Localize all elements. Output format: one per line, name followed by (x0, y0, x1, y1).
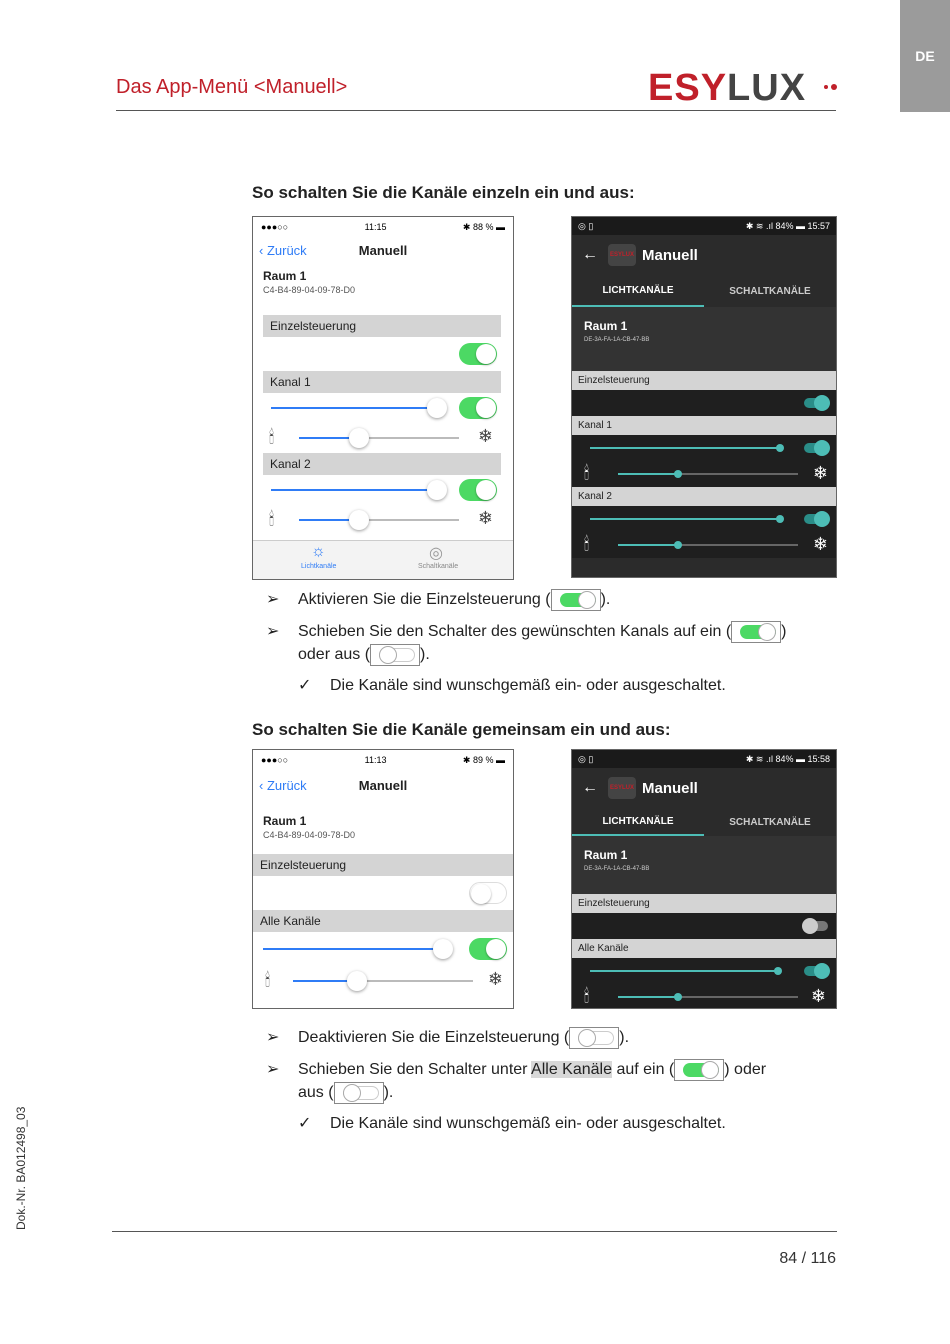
toggle-knob (476, 480, 496, 500)
step-activate (266, 589, 610, 611)
alle-kanaele-toggle[interactable] (469, 938, 507, 960)
tab-lichtkanaele[interactable]: Lichtkanäle (301, 563, 337, 570)
band-alle-kanaele: Alle Kanäle (572, 939, 836, 958)
step-deactivate (266, 1027, 629, 1049)
step-slide-all (266, 1059, 836, 1081)
notification-icons: ◎ ▯ (578, 220, 594, 231)
ios-tab-bar (253, 540, 513, 579)
header-rule (116, 110, 836, 111)
step-text: Schieben Sie den Schalter unter (298, 1061, 532, 1079)
step-text: Deaktivieren Sie die Einzelsteuerung ( (298, 1029, 570, 1047)
kanal2-toggle[interactable] (804, 514, 828, 524)
signal-indicator: ●●●○○ (261, 755, 289, 765)
kanal1-ct-fill (618, 473, 678, 475)
row-kanal2-colortemp (572, 532, 836, 558)
back-label: Zurück (266, 777, 307, 793)
switch-off-illustration (370, 644, 420, 666)
section1-heading: So schalten Sie die Kanäle einzeln ein und aus: (252, 183, 635, 202)
kanal2-dim-slider[interactable] (590, 518, 780, 520)
row-alle-colortemp (572, 984, 836, 1009)
android-screenshot-all (571, 749, 837, 1009)
back-button[interactable]: ‹ Zurück (259, 777, 307, 793)
tab-schaltkanaele[interactable]: Schaltkanäle (418, 563, 459, 570)
arrow-bullet-icon: ➢ (266, 623, 280, 641)
tab-schaltkanaele[interactable]: SCHALTKANÄLE (729, 816, 811, 828)
kanal1-dim-slider[interactable] (590, 447, 780, 449)
check-bullet-icon: ✓ (298, 1115, 312, 1132)
step-slide (266, 621, 836, 643)
kanal1-toggle[interactable] (804, 443, 828, 453)
ios-screenshot-individual (252, 216, 514, 580)
back-label: Zurück (266, 242, 307, 258)
toggle-knob (476, 344, 496, 364)
kanal1-dim-thumb[interactable] (427, 398, 447, 418)
back-arrow-icon[interactable]: ← (582, 779, 598, 796)
row-einzelsteuerung (263, 337, 501, 371)
screen-title: Manuell (358, 777, 408, 793)
band-einzelsteuerung: Einzelsteuerung (253, 854, 513, 876)
step-text: ) oder (724, 1061, 767, 1079)
ios-nav-bar (253, 237, 513, 263)
row-einzelsteuerung (572, 913, 836, 939)
section2-heading: So schalten Sie die Kanäle gemeinsam ein und aus: (252, 720, 671, 739)
row-kanal2-dimmer (572, 506, 836, 532)
candle-icon: 🕯 (584, 463, 590, 483)
candle-icon: 🕯 (269, 509, 275, 529)
alle-dim-thumb[interactable] (433, 939, 453, 959)
kanal2-dim-slider[interactable] (271, 489, 431, 491)
room-name: Raum 1 (584, 848, 628, 862)
band-einzelsteuerung: Einzelsteuerung (572, 371, 836, 390)
screen-title: Manuell (642, 246, 698, 264)
check-bullet-icon: ✓ (298, 677, 312, 694)
tab-lichtkanaele[interactable]: LICHTKANÄLE (572, 275, 704, 307)
arrow-bullet-icon: ➢ (266, 591, 280, 609)
logo-part-esy: ESY (648, 67, 728, 109)
row-alle-colortemp (253, 966, 513, 996)
kanal1-dim-thumb[interactable] (776, 444, 784, 452)
row-alle-dimmer (572, 958, 836, 984)
kanal1-ct-thumb[interactable] (349, 428, 369, 448)
kanal2-ct-track (678, 544, 798, 546)
toggle-knob (814, 395, 830, 411)
toggle-knob (814, 440, 830, 456)
status-right: ✱ ≋ .ıl 84% ▬ 15:58 (745, 753, 830, 764)
notification-icons: ◎ ▯ (578, 753, 594, 764)
alle-ct-track (678, 996, 798, 998)
status-right: ✱ ≋ .ıl 84% ▬ 15:57 (745, 220, 830, 231)
step-text: oder aus ( (298, 646, 371, 664)
band-kanal1: Kanal 1 (572, 416, 836, 435)
logo-part-lux: LUX (727, 67, 807, 109)
battery-indicator: ✱ 88 % ▬ (462, 221, 505, 232)
toggle-knob (814, 511, 830, 527)
alle-ct-fill (618, 996, 678, 998)
ios-nav-bar (253, 770, 513, 800)
switch-channel-icon: ◎ (429, 545, 443, 562)
einzelsteuerung-toggle[interactable] (469, 882, 507, 904)
snowflake-icon: ❄ (812, 463, 828, 483)
room-name: Raum 1 (584, 319, 628, 333)
einzelsteuerung-toggle[interactable] (804, 398, 828, 408)
candle-icon: 🕯 (584, 986, 590, 1006)
step-result (298, 1113, 726, 1135)
band-alle-kanaele: Alle Kanäle (253, 910, 513, 932)
alle-dim-slider[interactable] (263, 948, 443, 950)
kanal1-dim-slider[interactable] (271, 407, 431, 409)
android-app-bar (572, 235, 836, 275)
page-number: 84 / 116 (779, 1250, 836, 1267)
document-number: Dok.-Nr. BA012498_03 (14, 1106, 28, 1230)
room-block (572, 836, 836, 894)
room-mac: DE-3A-FA-1A-CB-47-BB (584, 337, 650, 343)
kanal1-ct-thumb[interactable] (674, 470, 682, 478)
step-text: ). (383, 1084, 394, 1102)
room-mac: C4-B4-89-04-09-78-D0 (263, 830, 356, 840)
alle-ct-thumb[interactable] (674, 993, 682, 1001)
room-name: Raum 1 (263, 814, 307, 828)
kanal2-ct-thumb[interactable] (349, 510, 369, 530)
screen-title: Manuell (358, 242, 408, 258)
tab-schaltkanaele[interactable]: SCHALTKANÄLE (729, 285, 811, 297)
kanal1-ct-track (359, 437, 459, 439)
esylux-logo (648, 66, 806, 110)
row-kanal1-dimmer (572, 435, 836, 461)
row-kanal1-colortemp (263, 423, 501, 453)
row-kanal2-colortemp (263, 505, 501, 535)
signal-indicator: ●●●○○ (261, 222, 289, 232)
screen-title: Manuell (642, 779, 698, 797)
snowflake-icon: ❄ (812, 534, 828, 554)
alle-ct-track (357, 980, 473, 982)
language-label: DE (915, 48, 935, 64)
result-text: Die Kanäle sind wunschgemäß ein- oder ausgeschaltet. (330, 1115, 726, 1132)
kanal2-toggle[interactable] (459, 479, 497, 501)
step-text: ). (619, 1029, 630, 1047)
highlight-alle-kanaele: Alle Kanäle (531, 1061, 612, 1079)
language-tab (900, 0, 950, 112)
tab-lichtkanaele[interactable]: LICHTKANÄLE (572, 808, 704, 836)
arrow-bullet-icon: ➢ (266, 1029, 280, 1047)
alle-ct-thumb[interactable] (347, 971, 367, 991)
step-text: ). (600, 591, 611, 609)
logo-dots-icon (822, 80, 840, 94)
status-time: 11:13 (364, 755, 387, 765)
step-text: auf ein ( (612, 1061, 675, 1079)
app-logo: ESYLUX (608, 244, 636, 266)
toggle-knob (802, 918, 818, 934)
row-alle-dimmer (253, 932, 513, 966)
step-text: aus ( (298, 1084, 334, 1102)
alle-dim-slider[interactable] (590, 970, 778, 972)
kanal2-ct-thumb[interactable] (674, 541, 682, 549)
room-mac: C4-B4-89-04-09-78-D0 (263, 285, 356, 295)
candle-icon: 🕯 (265, 970, 271, 990)
ios-status-bar (253, 217, 513, 237)
row-einzelsteuerung (572, 390, 836, 416)
back-button[interactable]: ‹ Zurück (259, 242, 307, 258)
room-name: Raum 1 (263, 269, 307, 283)
switch-off-illustration (334, 1082, 384, 1104)
kanal2-ct-track (359, 519, 459, 521)
band-einzelsteuerung: Einzelsteuerung (572, 894, 836, 913)
room-mac: DE-3A-FA-1A-CB-47-BB (584, 866, 650, 872)
lightbulb-icon: ☼ (311, 543, 326, 560)
snowflake-icon: ❄ (477, 426, 493, 446)
step-result (298, 675, 726, 697)
row-kanal1-dimmer (263, 393, 501, 423)
candle-icon: 🕯 (584, 534, 590, 554)
switch-on-illustration (551, 589, 601, 611)
band-einzelsteuerung: Einzelsteuerung (263, 315, 501, 337)
android-screenshot-individual (571, 216, 837, 578)
toggle-knob (471, 884, 491, 904)
kanal2-dim-thumb[interactable] (776, 515, 784, 523)
band-kanal2: Kanal 2 (572, 487, 836, 506)
step-text: Schieben Sie den Schalter des gewünschten Kanals auf ein ( (298, 623, 732, 641)
android-status-bar (572, 750, 836, 768)
battery-indicator: ✱ 89 % ▬ (462, 754, 505, 765)
row-einzelsteuerung (253, 876, 513, 910)
step-slide-cont (298, 644, 430, 666)
android-tabs (572, 275, 836, 307)
alle-kanaele-toggle[interactable] (804, 966, 828, 976)
toggle-knob (476, 398, 496, 418)
candle-icon: 🕯 (269, 427, 275, 447)
alle-dim-thumb[interactable] (774, 967, 782, 975)
einzelsteuerung-toggle[interactable] (459, 343, 497, 365)
room-block (572, 307, 836, 371)
band-kanal1: Kanal 1 (263, 371, 501, 393)
kanal2-dim-thumb[interactable] (427, 480, 447, 500)
page-title: Das App-Menü <Manuell> (116, 76, 348, 98)
step-slide-all-cont (298, 1082, 393, 1104)
status-time: 11:15 (364, 222, 387, 232)
switch-off-illustration (569, 1027, 619, 1049)
android-tabs (572, 808, 836, 836)
kanal1-toggle[interactable] (459, 397, 497, 419)
android-app-bar (572, 768, 836, 808)
switch-on-illustration (731, 621, 781, 643)
ios-status-bar (253, 750, 513, 770)
step-text: Aktivieren Sie die Einzelsteuerung ( (298, 591, 551, 609)
footer-rule (112, 1231, 837, 1232)
toggle-knob (486, 939, 506, 959)
toggle-knob (814, 963, 830, 979)
ios-screenshot-all (252, 749, 514, 1009)
step-text: ) (781, 623, 787, 641)
row-kanal1-colortemp (572, 461, 836, 487)
arrow-bullet-icon: ➢ (266, 1061, 280, 1079)
row-kanal2-dimmer (263, 475, 501, 505)
kanal1-ct-track (678, 473, 798, 475)
step-text: ). (420, 646, 430, 664)
app-logo: ESYLUX (608, 777, 636, 799)
snowflake-icon: ❄ (810, 986, 826, 1006)
kanal2-ct-fill (618, 544, 678, 546)
back-arrow-icon[interactable]: ← (582, 246, 598, 263)
snowflake-icon: ❄ (487, 969, 503, 989)
band-kanal2: Kanal 2 (263, 453, 501, 475)
snowflake-icon: ❄ (477, 508, 493, 528)
switch-on-illustration (674, 1059, 724, 1081)
android-status-bar (572, 217, 836, 235)
einzelsteuerung-toggle[interactable] (804, 921, 828, 931)
result-text: Die Kanäle sind wunschgemäß ein- oder ausgeschaltet. (330, 677, 726, 694)
